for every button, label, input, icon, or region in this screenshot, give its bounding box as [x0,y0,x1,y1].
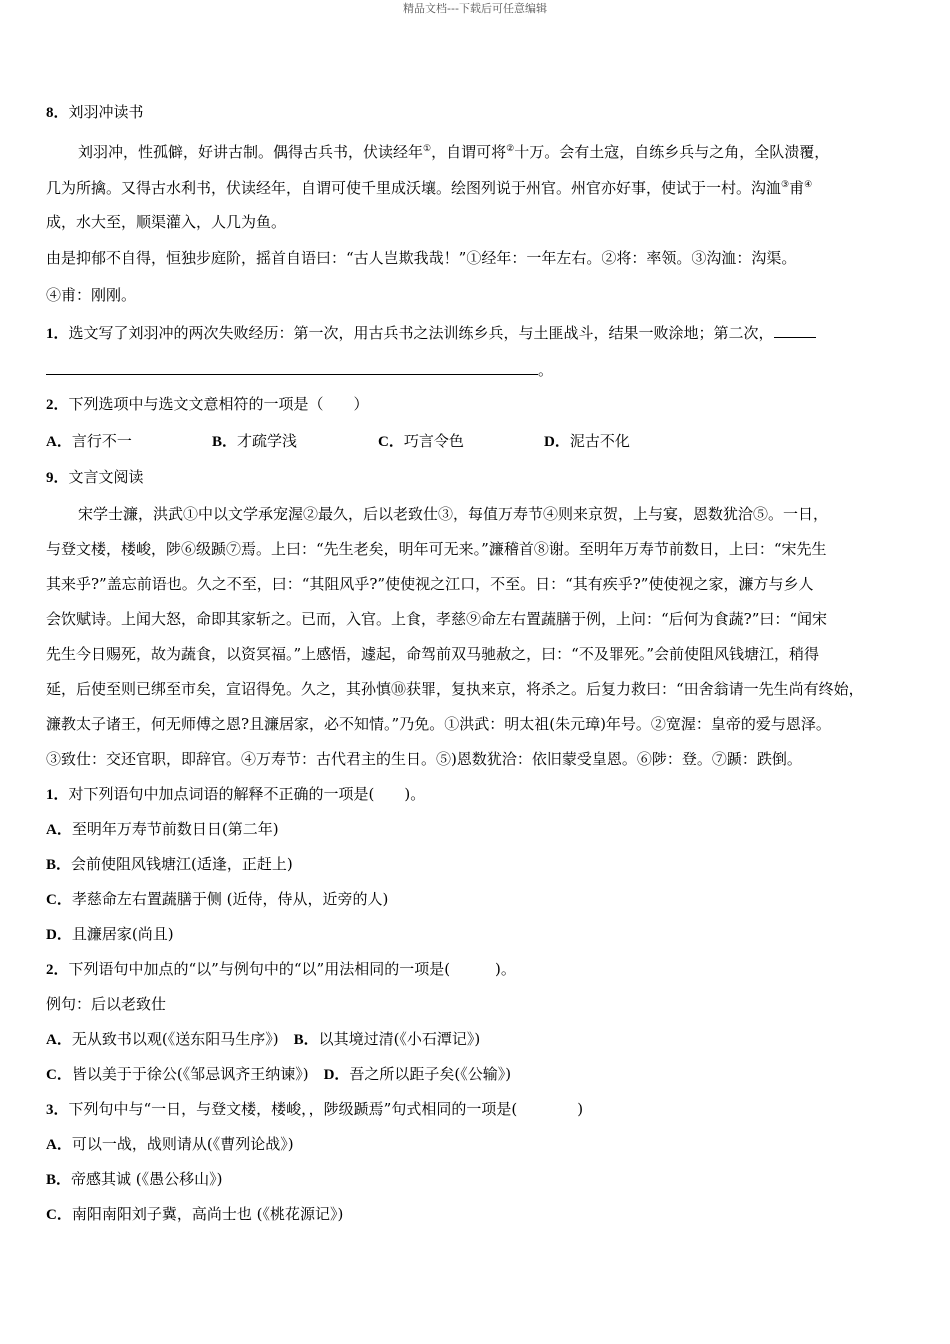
q9-sub1-option-d[interactable]: D．且濂居家(尚且) [46,924,174,943]
q9-passage-line: 先生今日赐死，故为蔬食，以资冥福。”上感悟，遽起，命驾前双马驰赦之，曰：“不及罪死。”会前使阻风钱塘江，稍得 [46,644,820,663]
q9-sub3 [46,1097,908,1132]
q8-title [46,100,908,137]
passage-text: 几为所擒。又得古水利书，伏读经年，自谓可使千里成沃壤。绘图列说于州官。州官亦好事，使试于一村。沟洫 [46,179,782,197]
sub-question-number: 1． [46,326,69,342]
q9-sub3-option-a[interactable]: A．可以一战，战则请从(《曹列论战》) [46,1134,294,1153]
q9-passage-line: 会饮赋诗。上闻大怒，命即其家斩之。已而，入官。上食，孝慈⑨命左右置蔬膳于例，上问：“后何为食蔬?”曰：“闻宋 [46,609,828,628]
sub-question-text: 下列选项中与选文文意相符的一项是（ ） [68,395,369,413]
q9-passage-line: 其来乎?”盖忘前语也。久之不至，曰：“其阻风乎?”使使视之江口，不至。日：“其有疾乎?”使使视之家，濂方与乡人 [46,574,814,593]
footnote-mark: ② [506,143,515,154]
answer-blank[interactable] [774,319,816,338]
option-d[interactable]: D．吾之所以距子矣(《公输》) [323,1064,512,1083]
q8-sub1-cont [46,356,908,393]
q9-title [46,465,908,502]
option-c[interactable]: C．巧言令色 [378,431,464,450]
q9-sub1-option-c[interactable]: C．孝慈命左右置蔬膳于侧 (近侍，侍从，近旁的人) [46,889,389,908]
option-d[interactable]: D．泥古不化 [544,431,630,450]
q9-sub2-options-cd [46,1062,908,1097]
option-a[interactable]: A．无从致书以观(《送东阳马生序》) [46,1029,294,1048]
passage-text: 刘羽冲，性孤僻，好讲古制。偶得古兵书，伏读经年 [78,142,424,161]
question-title: 文言文阅读 [68,468,144,486]
sub-question-text: 。 [538,360,554,379]
q9-passage-line: 延，后使至则已绑至市矣，宣诏得免。久之，其孙慎⑩获罪，复执来京，将杀之。后复力救曰：“田舍翁请一先生尚有终始， [46,679,864,698]
q8-sub2-options [46,429,908,466]
q8-passage-line-2 [46,173,908,210]
option-a[interactable]: A．言行不一 [46,431,132,450]
sub-question-text: 对下列语句中加点词语的解释不正确的一项是( )。 [68,784,426,803]
passage-text: 甫 [789,179,805,197]
footnote-mark: ③ [781,180,790,190]
sub-question-number: 1． [46,786,69,803]
page-header: 精品文档---下载后可任意编辑 [403,2,547,15]
question-number: 8． [46,105,69,121]
q8-passage-line-3: 成，水大至，顺渠灌入，人几为鱼。 [46,212,287,231]
q9-passage-line: 与登文楼，楼峻，陟⑥级踬⑦焉。上曰：“先生老矣，明年可无来。”濂稽首⑧谢。至明年万寿节前数日，上曰：“宋先生 [46,539,827,558]
sub-question-text: 选文写了刘羽冲的两次失败经历：第一次，用古兵书之法训练乡兵，与土匪战斗，结果一败涂地；第二次， [68,324,774,342]
q9-sub3-option-b[interactable]: B．帝感其诚 (《愚公移山》) [46,1169,223,1188]
option-b[interactable]: B．以其境过清(《小石潭记》) [293,1029,481,1048]
q9-sub2-options-ab [46,1027,908,1062]
sub-question-text: 下列句中与“一日，与登文楼，楼峻，，陟级踬焉”句式相同的一项是( ) [68,1099,584,1118]
passage-text: ，自谓可将 [431,142,507,161]
q8-passage-line-1 [46,137,908,174]
q9-passage-line: ③致仕：交还官职，即辞官。④万寿节：古代君主的生日。⑤)恩数犹洽：依旧蒙受皇恩。⑥陟：登。⑦踬：跌倒。 [46,749,802,768]
q8-sub1 [46,319,908,356]
q9-sub2-example: 例句：后以老致仕 [46,994,167,1013]
answer-blank[interactable] [46,356,538,375]
q9-passage-line: 宋学士濂，洪武①中以文学承宠渥②最久，后以老致仕③，每值万寿节④则来京贺，上与宴，恩数犹洽⑤。一日， [78,504,829,523]
q8-passage-line-4: 由是抑郁不自得，恒独步庭阶，摇首自语曰：“古人岂欺我哉！”①经年：一年左右。②将：率领。③沟洫：沟渠。 [46,249,797,267]
sub-question-text: 下列语句中加点的“以”与例句中的“以”用法相同的一项是( )。 [68,959,516,978]
question-title: 刘羽冲读书 [68,103,144,121]
q8-sub2 [46,392,908,429]
q9-sub1-option-a[interactable]: A．至明年万寿节前数日日(第二年) [46,819,279,838]
q9-sub3-option-c[interactable]: C．南阳南阳刘子冀，高尚士也 (《桃花源记》) [46,1204,344,1223]
q9-sub1-option-b[interactable]: B．会前使阻风钱塘江(适逢，正赶上) [46,854,293,873]
q8-passage-line-5: ④甫：刚刚。 [46,285,137,304]
option-b[interactable]: B．才疏学浅 [212,431,298,450]
option-c[interactable]: C．皆以美于于徐公(《邹忌讽齐王纳谏》) [46,1064,324,1083]
sub-question-number: 3． [46,1101,69,1118]
document-body [46,100,908,1237]
q9-passage-line: 濂教太子诸王，何无师傅之恩?且濂居家，必不知情。”乃免。①洪武：明太祖(朱元璋)年号。②宽渥：皇帝的爱与恩泽。 [46,714,831,733]
footnote-mark: ① [423,143,432,154]
question-number: 9． [46,470,69,486]
q9-sub2 [46,957,908,992]
q9-sub1 [46,782,908,817]
passage-text: 十万。会有土寇，自练乡兵与之角，全队溃覆， [514,142,830,161]
sub-question-number: 2． [46,397,69,413]
sub-question-number: 2． [46,961,69,978]
footnote-mark: ④ [804,180,813,190]
